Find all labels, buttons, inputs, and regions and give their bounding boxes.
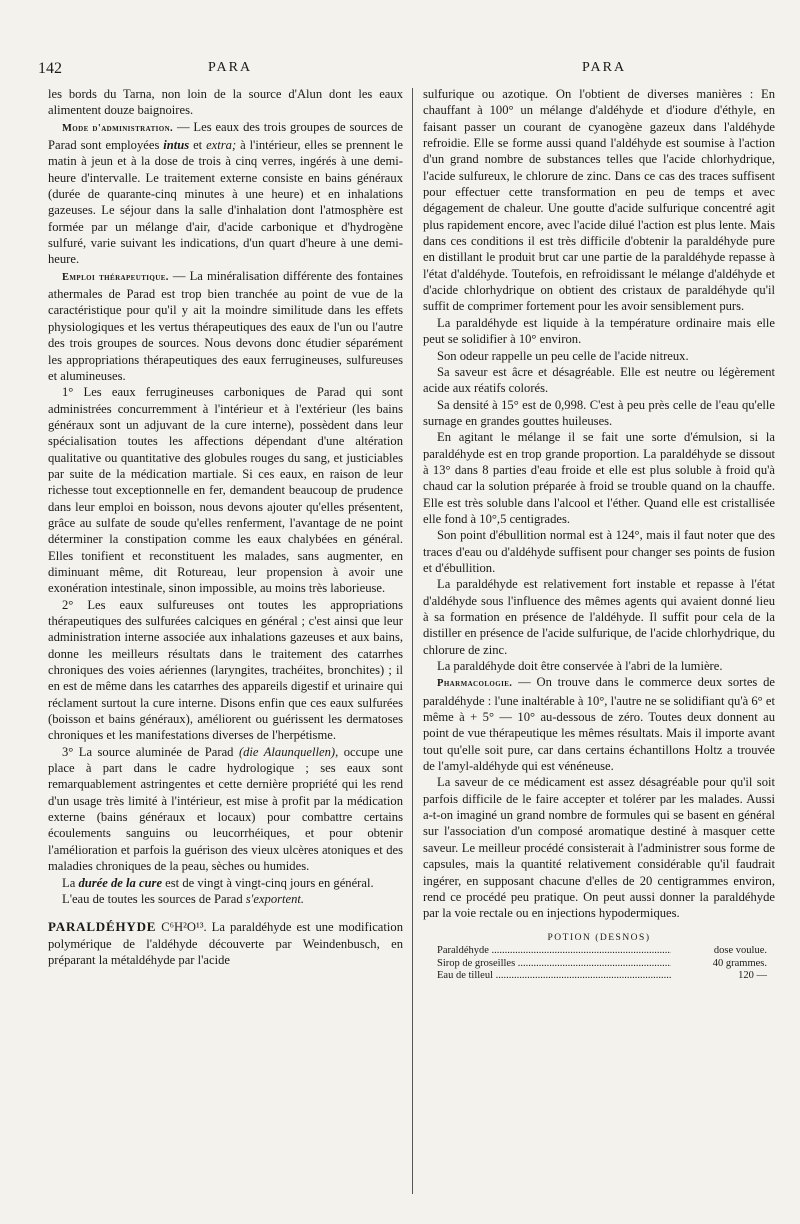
paragraph: Sa saveur est âcre et désagréable. Elle est neutre ou légèrement acide aux réatifs colorés. xyxy=(423,364,775,396)
paragraph: La paraldéhyde est liquide à la température ordinaire mais elle peut se solidifier à 10° environ. xyxy=(423,315,775,347)
section-heading: Mode d'administration. xyxy=(62,122,174,134)
recipe-ingredient: Paraldéhyde ..... xyxy=(437,945,671,958)
paragraph-paraldehyde-entry: PARALDÉHYDE C⁶H²O¹³. La paraldéhyde est une modification polymérique de l'aldéhyde découverte par Weindenbusch, en préparant la métaldéhyde par l'acide xyxy=(48,919,403,967)
paragraph: La paraldéhyde doit être conservée à l'abri de la lumière. xyxy=(437,659,723,674)
paragraph: La saveur de ce médicament est assez désagréable pour qu'il soit parfois difficile de le faire accepter et tolérer par les malades. Aussi a-t-on imaginé un grand nombre de formules qui se basent en général sur l'association d'un composé aromatique destiné à masquer cette saveur. Le meilleur procédé consisterait à l'administrer sous forme de capsules, mais la quantité relativement considérable qu'il faudrait ingérer, en supposant chacune d'elles de 20 centigrammes environ, rend ce procédé peu pratique. On peut aussi donner la paraldéhyde par la voie rectale ou en injections hypodermiques. xyxy=(423,775,775,921)
recipe-row xyxy=(423,970,775,983)
paragraph: L'eau de toutes les sources de Parad s'exportent. xyxy=(62,891,305,906)
paragraph: les bords du Tarna, non loin de la source d'Alun dont les eaux alimentent douze baignoires. xyxy=(48,87,403,118)
right-column xyxy=(423,86,775,983)
column-divider xyxy=(412,88,413,1194)
paragraph: Sa densité à 15° est de 0,998. C'est à peu près celle de l'eau qu'elle surnage en grandes gouttes huileuses. xyxy=(423,397,775,428)
recipe-title: POTION (DESNOS) xyxy=(547,932,651,943)
section-heading: Pharmacologie. xyxy=(437,678,513,690)
left-column xyxy=(48,86,403,968)
page-header xyxy=(0,60,800,82)
paragraph-emploi-therapeutique: Emploi thérapeutique. — La minéralisation différente des fontaines athermales de Parad est trop bien tranchée au point de vue de la caractéristique pour qu'il y ait la moindre similitude dans les effets physiologiques et les vertus thérapeutiques des eaux de l'un ou l'autre des trois groupes de sources. Nous devons donc étudier séparément les appropriations thérapeutiques des eaux ferrugineuses, sulfureuses et alumineuses. xyxy=(48,268,403,383)
section-heading: Emploi thérapeutique. xyxy=(62,271,169,283)
paragraph: Son point d'ébullition normal est à 124°, mais il faut noter que des traces d'eau ou d'aldéhyde suffisent pour changer ses points de fusion et d'ébullition. xyxy=(423,528,775,575)
recipe-row xyxy=(423,958,775,971)
chemical-formula: C⁶H²O¹³. xyxy=(156,920,207,935)
recipe-ingredient: Eau de tilleul ..... xyxy=(437,970,671,983)
paragraph: 1° Les eaux ferrugineuses carboniques de Parad qui sont administrées concurremment à l'intérieur et à l'extérieur (les bains généraux sont un adjuvant de la cure interne), possèdent dans leur spécialisation toutes les affections dépendant d'une altération qualitative ou quantitative des globules rouges du sang, et justiciables par suite de la médication martiale. Si ces eaux, en raison de leur richesse tout exceptionnelle en fer, demandent beaucoup de prudence dans leur emploi en boisson, nous devons ajouter qu'elles présentent, grâce au sulfate de soude qu'elles renferment, l'avantage de ne point déterminer la constipation comme les eaux chalybées en général. Elles tonifient et reconstituent les malades, sans augmenter, en diminuant même, dit Rotureau, leur propension à avoir une exonération intestinale, sinon impossible, au moins très laborieuse. xyxy=(48,385,403,596)
running-head-left: PARA xyxy=(208,60,253,75)
paragraph: Son odeur rappelle un peu celle de l'acide nitreux. xyxy=(437,348,689,363)
paragraph: 3° La source aluminée de Parad (die Alaunquellen), occupe une place à part dans le cadre hydrologique ; ses eaux sont remarquablement astringentes et cette dernière propriété qui les rend d'un usage très limité à l'intérieur, est mise à profit par la médication externe (bains généraux et locaux) pour combattre certains écoulements sanguins ou leucorrhéiques, et pour obtenir l'amélioration et parfois la guérison des vieux ulcères atoniques et des maladies chroniques de la peau, sèches ou humides. xyxy=(48,744,403,874)
entry-heading: PARALDÉHYDE xyxy=(48,919,157,935)
paragraph: La durée de la cure est de vingt à vingt-cinq jours en général. xyxy=(62,875,374,890)
paragraph: 2° Les eaux sulfureuses ont toutes les appropriations thérapeutiques des sulfurées calciques en général ; c'est ainsi que leur administration interne associée aux inhalations gazeuses et aux bains, donne les meilleurs résultats dans le traitement des catarrhes chroniques des voies aériennes (laryngites, trachéites, bronchites) ; il en est de même dans les catarrhes des appareils digestif et urinaire qui réclament surtout la cure interne. Disons enfin que ces eaux sulfurées (boisson et bains généraux), améliorent ou guérissent les dermatoses chroniques et les manifestations diverses de l'herpétisme. xyxy=(48,597,403,743)
paragraph-pharmacologie: Pharmacologie. — On trouve dans le commerce deux sortes de paraldéhyde : l'une inaltérable à 10°, l'autre ne se solidifiant qu'à 6° et même à + 5° — 10° au-dessous de zéro. Toutes deux donnent au point de vue thérapeutique les mêmes résultats. Mais il importe avant tout qu'elle soit pure, car dans certains échantillons Holtz a trouvée de l'amyl-aldéhyde qui est vénéneuse. xyxy=(423,675,775,774)
recipe-row xyxy=(423,945,775,958)
running-head-right: PARA xyxy=(582,60,627,75)
recipe-quantity: 120 — xyxy=(738,970,767,982)
paragraph: La paraldéhyde est relativement fort instable et repasse à l'état d'aldéhyde sous l'influence des mêmes agents qui avaient donné lieu à sa formation en présence de l'aldéhyde. Il suffit pour cela de la distiller en présence de l'acide sulfurique, de l'acide chlorhydrique, du chlorure de zinc. xyxy=(423,577,775,657)
page-number: 142 xyxy=(38,60,62,77)
paragraph: En agitant le mélange il se fait une sorte d'émulsion, si la paraldéhyde est en trop grande proportion. La paraldéhyde se dissout à 13° dans 8 parties d'eau froide et elle est plus soluble à froid qu'à chaud car la solution préparée à froid se trouble quand on la chauffe. Elle est très soluble dans l'alcool et l'éther. Quand elle est cristallisée elle fond à 10°,5 centigrades. xyxy=(423,430,775,526)
paragraph: sulfurique ou azotique. On l'obtient de diverses manières : En chauffant à 100° un mélange d'aldéhyde et d'iodure d'éthyle, en faisant passer un courant de cyanogène gazeux dans l'aldéhyde refroidie. Elle se forme aussi quand l'aldéhyde est soumise à l'action d'un grand nombre de substances telles que l'acide chlorhydrique, l'acide sulfureux, le chlorure de zinc. Dans ce cas des traces suffisent pour effectuer cette transformation en peu de temps et avec dégagement de chaleur. Une goutte d'acide sulfurique concentré agit plus rapidement encore, avec l'acide dilué l'action est plus lente. Mais dans ces conditions il est très difficile d'obtenir la paraldéhyde pure en distillant le produit brut car une partie de la paraldéhyde repasse à l'état d'aldéhyde. Toutefois, en refroidissant le mélange d'aldéhyde et d'acide chlorhydrique on obtient des cristaux de paraldéhyde qu'il suffit de comprimer fortement pour les avoir sensiblement purs. xyxy=(423,87,775,314)
recipe-quantity: 40 grammes. xyxy=(712,957,767,969)
recipe-block xyxy=(423,932,775,983)
recipe-ingredient: Sirop de groseilles ..... xyxy=(437,958,671,971)
recipe-quantity: dose voulue. xyxy=(713,945,767,957)
paragraph-mode-administration: Mode d'administration. — Les eaux des trois groupes de sources de Parad sont employées intus et extra; à l'intérieur, elles se prennent le matin à jeun et à la dose de trois à cinq verres, ingérés à une demi-heure d'intervalle. Le traitement externe consiste en bains généraux (durée de quarante-cinq minutes à une heure) et en inhalations gazeuses. Le séjour dans la salle d'inhalation dont l'atmosphère est formée par un mélange d'air, d'acide carbonique et d'hydrogène sulfuré, varie suivant les indications, d'un quart d'heure à une demi-heure. xyxy=(48,119,403,267)
